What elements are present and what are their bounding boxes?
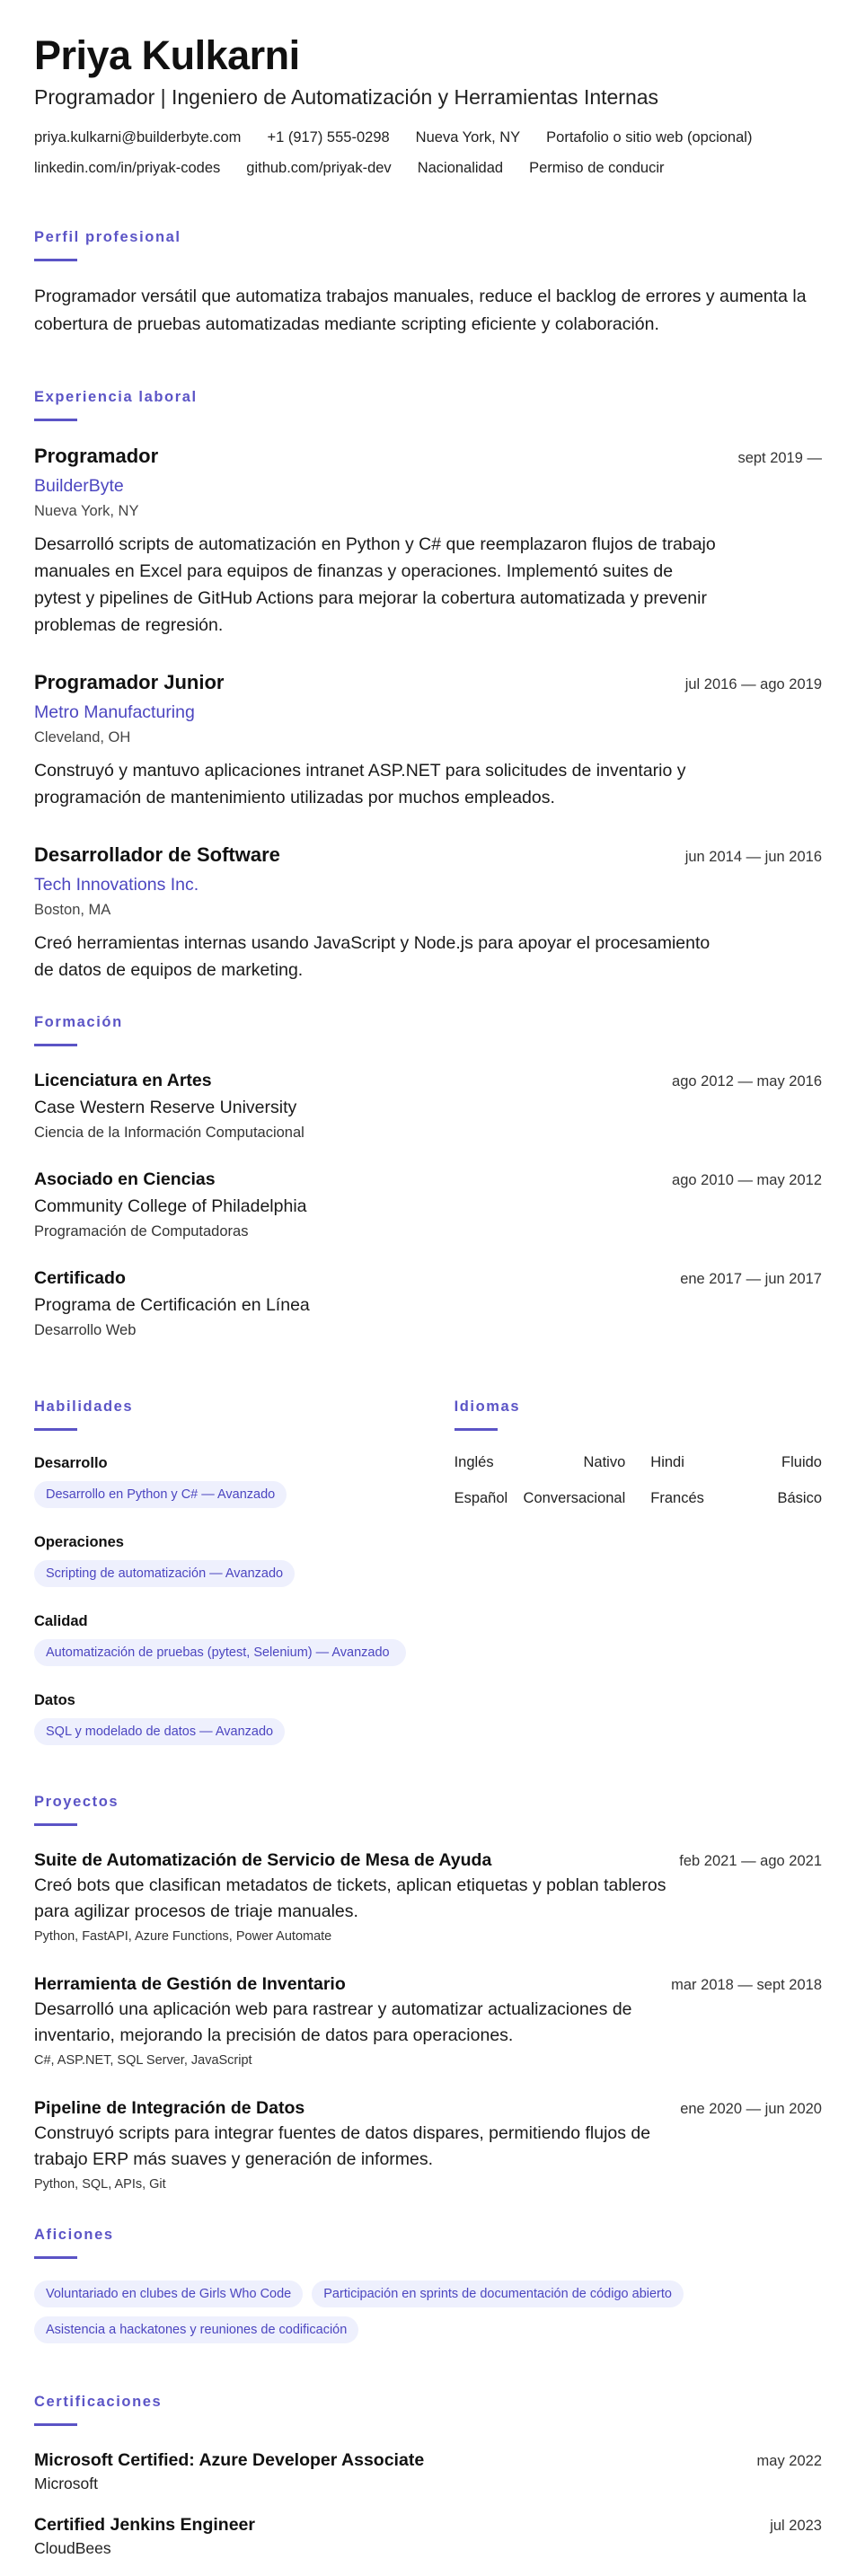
education-field: Ciencia de la Información Computacional [34, 1125, 304, 1141]
certification-item [34, 2512, 822, 2559]
project-date: feb 2021 — ago 2021 [679, 1853, 822, 1869]
skill-pill: Desarrollo en Python y C# — Avanzado [34, 1481, 287, 1508]
experience-item [34, 842, 822, 984]
job-title: Desarrollador de Software [34, 843, 280, 866]
section-title-certifications: Certificaciones [34, 2394, 163, 2410]
job-company: Metro Manufacturing [34, 702, 195, 722]
job-company: BuilderByte [34, 476, 124, 496]
contact-github[interactable]: github.com/priyak-dev [246, 160, 392, 176]
education-field: Desarrollo Web [34, 1322, 137, 1338]
education-item [34, 1266, 822, 1341]
certification-title: Microsoft Certified: Azure Developer Associate [34, 2450, 425, 2470]
skills-column [34, 1364, 437, 1765]
language-level: Básico [777, 1490, 822, 1506]
language-name: Español [454, 1490, 508, 1506]
languages-grid [454, 1452, 822, 1508]
education-degree: Licenciatura en Artes [34, 1071, 212, 1090]
project-description: Desarrolló una aplicación web para rastrear y automatizar actualizaciones de inventario, mejorando la precisión de datos para operaciones. [34, 1999, 632, 2045]
language-level: Conversacional [523, 1490, 626, 1506]
hobbies-list [34, 2280, 825, 2343]
certification-issuer: CloudBees [34, 2539, 111, 2557]
headline: Programador | Ingeniero de Automatización y Herramientas Internas [34, 85, 659, 109]
certification-date: jul 2023 [770, 2518, 822, 2534]
section-title-education: Formación [34, 1014, 123, 1030]
job-location: Boston, MA [34, 902, 111, 918]
education-item [34, 1167, 822, 1242]
contact-driving-license: Permiso de conducir [529, 160, 665, 176]
section-title-summary: Perfil profesional [34, 229, 181, 245]
hobby-pill: Voluntariado en clubes de Girls Who Code [34, 2280, 303, 2307]
project-title: Suite de Automatización de Servicio de Mesa de Ayuda [34, 1850, 492, 1870]
project-tech: Python, SQL, APIs, Git [34, 2177, 166, 2192]
skill-category: Operaciones [34, 1534, 124, 1550]
skill-category: Desarrollo [34, 1455, 108, 1471]
summary-text: Programador versátil que automatiza trabajos manuales, reduce el backlog de errores y aumenta la cobertura de pruebas automatizadas mediante scripting eficiente y colaboración. [34, 287, 807, 334]
section-title-languages: Idiomas [454, 1398, 521, 1415]
certification-item [34, 2448, 822, 2494]
skill-category: Calidad [34, 1613, 88, 1629]
education-school: Community College of Philadelphia [34, 1196, 307, 1216]
education-school: Case Western Reserve University [34, 1098, 297, 1117]
language-name: Inglés [454, 1454, 494, 1470]
certification-date: may 2022 [756, 2453, 822, 2469]
contact-location: Nueva York, NY [415, 129, 521, 146]
project-tech: C#, ASP.NET, SQL Server, JavaScript [34, 2053, 252, 2068]
education-date: ago 2012 — may 2016 [672, 1073, 822, 1090]
section-divider [34, 1044, 77, 1046]
skills-languages-row [34, 1364, 822, 1765]
project-description: Construyó scripts para integrar fuentes de datos dispares, permitiendo flujos de trabajo ERP más suaves y generación de informes. [34, 2123, 651, 2169]
hobby-pill: Participación en sprints de documentación de código abierto [312, 2280, 684, 2307]
section-divider [34, 259, 77, 261]
education-school: Programa de Certificación en Línea [34, 1295, 310, 1315]
project-title: Pipeline de Integración de Datos [34, 2098, 305, 2118]
candidate-name: Priya Kulkarni [34, 32, 300, 78]
section-divider [454, 1428, 498, 1431]
certification-title: Certified Jenkins Engineer [34, 2515, 255, 2535]
section-divider [34, 2256, 77, 2259]
language-item [454, 1488, 626, 1508]
skill-category: Datos [34, 1692, 75, 1708]
contact-email[interactable]: priya.kulkarni@builderbyte.com [34, 129, 242, 146]
job-date: jun 2014 — jun 2016 [684, 849, 822, 865]
language-item [650, 1452, 822, 1472]
section-divider [34, 2423, 77, 2426]
languages-column [454, 1364, 822, 1765]
job-description: Desarrolló scripts de automatización en Python y C# que reemplazaron flujos de trabajo manuales en Excel para equipos de finanzas y operaciones. Implementó suites de pytest y pipelines de GitHub Actions para mejorar la cobertura automatizada y prevenir problemas de regresión. [34, 534, 716, 635]
project-description: Creó bots que clasifican metadatos de tickets, aplican etiquetas y poblan tableros para agilizar procesos de triaje manuales. [34, 1875, 666, 1921]
section-title-skills: Habilidades [34, 1398, 134, 1415]
job-date: sept 2019 — [737, 450, 822, 466]
project-item [34, 2095, 822, 2194]
job-title: Programador [34, 445, 159, 467]
education-field: Programación de Computadoras [34, 1223, 249, 1239]
skill-pill: Scripting de automatización — Avanzado [34, 1560, 295, 1587]
contact-phone: +1 (917) 555-0298 [267, 129, 390, 146]
project-title: Herramienta de Gestión de Inventario [34, 1974, 346, 1994]
skill-pill: SQL y modelado de datos — Avanzado [34, 1718, 285, 1745]
contact-list [34, 127, 822, 179]
project-item [34, 1848, 822, 1946]
job-location: Nueva York, NY [34, 503, 139, 519]
job-description: Construyó y mantuvo aplicaciones intranet ASP.NET para solicitudes de inventario y programación de mantenimiento utilizadas por muchos empleados. [34, 761, 686, 807]
project-date: mar 2018 — sept 2018 [671, 1977, 822, 1993]
job-location: Cleveland, OH [34, 729, 131, 745]
language-level: Fluido [781, 1454, 822, 1470]
language-name: Hindi [650, 1454, 684, 1470]
contact-nationality: Nacionalidad [417, 160, 504, 176]
section-title-experience: Experiencia laboral [34, 389, 198, 405]
job-description: Creó herramientas internas usando JavaScript y Node.js para apoyar el procesamiento de datos de equipos de marketing. [34, 933, 710, 980]
language-level: Nativo [583, 1454, 626, 1470]
job-title: Programador Junior [34, 671, 225, 693]
language-name: Francés [650, 1490, 704, 1506]
project-tech: Python, FastAPI, Azure Functions, Power Automate [34, 1929, 332, 1944]
experience-item [34, 443, 822, 639]
section-divider [34, 1823, 77, 1826]
experience-item [34, 669, 822, 811]
skill-pill: Automatización de pruebas (pytest, Selenium) — Avanzado [34, 1639, 406, 1666]
education-date: ago 2010 — may 2012 [672, 1172, 822, 1188]
project-date: ene 2020 — jun 2020 [680, 2101, 822, 2117]
section-title-hobbies: Aficiones [34, 2227, 114, 2243]
hobby-pill: Asistencia a hackatones y reuniones de codificación [34, 2316, 358, 2343]
section-divider [34, 419, 77, 421]
education-item [34, 1068, 822, 1143]
job-date: jul 2016 — ago 2019 [684, 676, 822, 693]
language-item [650, 1488, 822, 1508]
education-degree: Certificado [34, 1268, 126, 1288]
project-item [34, 1972, 822, 2070]
language-item [454, 1452, 626, 1472]
certification-issuer: Microsoft [34, 2475, 98, 2492]
contact-portfolio: Portafolio o sitio web (opcional) [546, 129, 753, 146]
section-divider [34, 1428, 77, 1431]
contact-linkedin[interactable]: linkedin.com/in/priyak-codes [34, 160, 221, 176]
education-degree: Asociado en Ciencias [34, 1169, 216, 1189]
job-company: Tech Innovations Inc. [34, 875, 199, 895]
education-date: ene 2017 — jun 2017 [680, 1271, 822, 1287]
section-title-projects: Proyectos [34, 1794, 119, 1810]
